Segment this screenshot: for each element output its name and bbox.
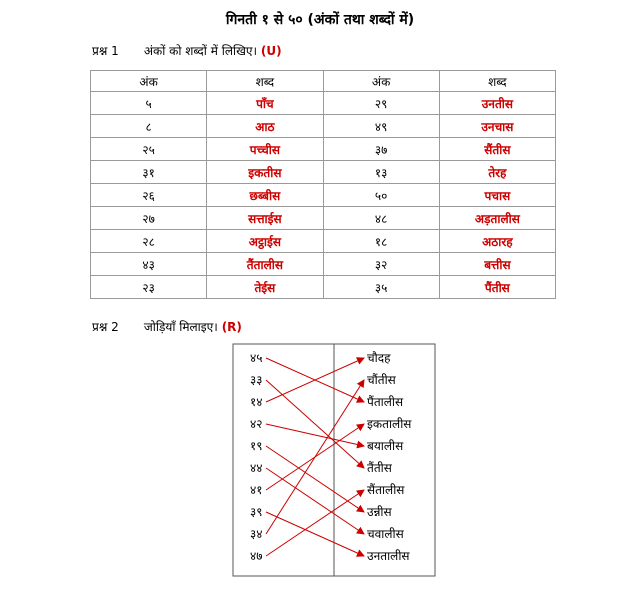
match-number: ४४ [250, 461, 263, 475]
match-word: चवालीस [367, 527, 404, 541]
digit-cell: १८ [323, 230, 439, 253]
match-word: उनतालीस [367, 549, 410, 563]
word-cell: पाँच [207, 92, 323, 115]
word-cell: सत्ताईस [207, 207, 323, 230]
word-cell: इकतीस [207, 161, 323, 184]
digit-cell: ३७ [323, 138, 439, 161]
digit-cell: २८ [91, 230, 207, 253]
digit-cell: ५ [91, 92, 207, 115]
digit-cell: २९ [323, 92, 439, 115]
digit-cell: ४८ [323, 207, 439, 230]
word-cell: उनतीस [439, 92, 555, 115]
match-word: सैंतालीस [367, 483, 405, 497]
word-cell: अट्ठाईस [207, 230, 323, 253]
question-2-text: जोड़ियाँ मिलाइए। [143, 320, 218, 334]
match-arrow [266, 468, 364, 534]
word-cell: सैंतीस [439, 138, 555, 161]
question-1-text: अंकों को शब्दों में लिखिए। [143, 44, 258, 58]
digit-cell: २६ [91, 184, 207, 207]
match-number: ४७ [250, 549, 263, 563]
match-number: ४१ [250, 483, 263, 497]
digit-cell: ४३ [91, 253, 207, 276]
match-arrows [266, 358, 364, 556]
digit-cell: ३५ [323, 276, 439, 299]
header-digit-1: अंक [91, 71, 207, 92]
digit-cell: ३१ [91, 161, 207, 184]
header-word-2: शब्द [439, 71, 555, 92]
word-cell: उनचास [439, 115, 555, 138]
match-word: उन्नीस [367, 505, 392, 519]
match-number: १९ [250, 439, 263, 453]
digit-cell: ८ [91, 115, 207, 138]
question-1-tag: (U) [260, 44, 282, 58]
word-cell: पैंतीस [439, 276, 555, 299]
match-word: बयालीस [367, 439, 404, 453]
word-cell: तैंतालीस [207, 253, 323, 276]
word-cell: अठारह [439, 230, 555, 253]
match-number: ३४ [250, 527, 263, 541]
word-cell: बत्तीस [439, 253, 555, 276]
match-arrow [266, 380, 364, 534]
digit-cell: ४९ [323, 115, 439, 138]
page-title: गिनती १ से ५० (अंकों तथा शब्दों में) [225, 12, 415, 28]
match-word: पैंतालीस [367, 395, 404, 409]
match-word: चौदह [367, 351, 391, 365]
word-cell: पचास [439, 184, 555, 207]
match-word: तैंतीस [367, 461, 392, 475]
digit-cell: २५ [91, 138, 207, 161]
match-number: ३९ [250, 505, 263, 519]
digit-cell: ३२ [323, 253, 439, 276]
digit-cell: २३ [91, 276, 207, 299]
word-cell: आठ [207, 115, 323, 138]
match-word: चौंतीस [367, 373, 396, 387]
header-word-1: शब्द [207, 71, 323, 92]
match-number: १४ [250, 395, 263, 409]
header-digit-2: अंक [323, 71, 439, 92]
word-cell: पच्चीस [207, 138, 323, 161]
question-2-number: प्रश्न 2 [92, 320, 119, 334]
match-number: ४२ [250, 417, 263, 431]
number-column [250, 351, 262, 563]
digit-cell: २७ [91, 207, 207, 230]
word-cell: छब्बीस [207, 184, 323, 207]
match-arrow [266, 446, 364, 512]
digit-cell: ५० [323, 184, 439, 207]
match-arrow [266, 512, 364, 556]
question-2-tag: (R) [221, 320, 242, 334]
match-number: ३३ [250, 373, 263, 387]
match-arrow [266, 490, 364, 556]
digit-cell: १३ [323, 161, 439, 184]
match-arrow [266, 424, 364, 446]
match-word: इकतालीस [367, 417, 412, 431]
word-cell: तेईस [207, 276, 323, 299]
word-cell: अड़तालीस [439, 207, 555, 230]
match-number: ४५ [250, 351, 263, 365]
word-cell: तेरह [439, 161, 555, 184]
question-1-number: प्रश्न 1 [92, 44, 119, 58]
match-arrow [266, 380, 364, 468]
word-column [367, 351, 412, 563]
